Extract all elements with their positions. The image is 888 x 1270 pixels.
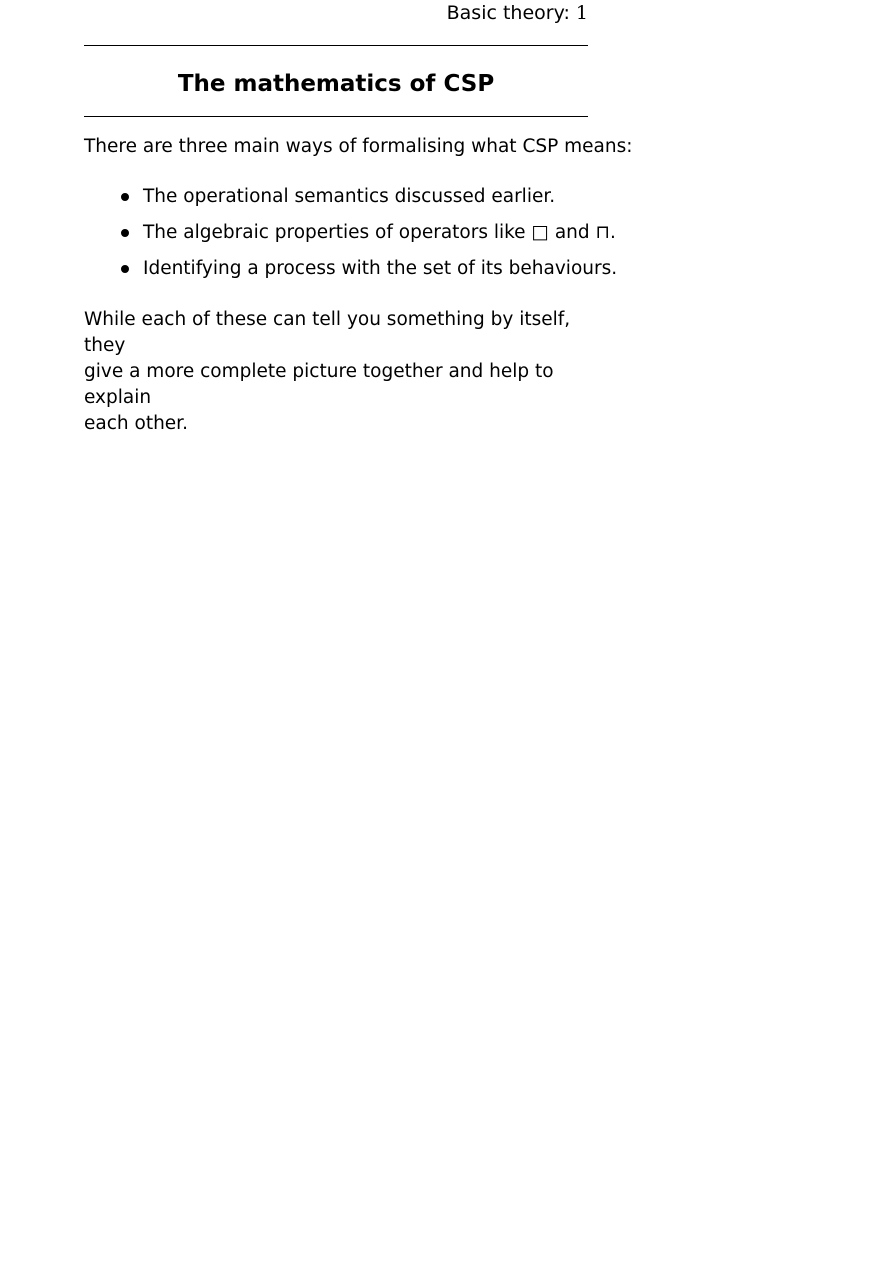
internal-choice-symbol: ⊓ (595, 222, 610, 243)
bullet-dot-icon (121, 229, 129, 237)
title-top-rule (84, 45, 588, 46)
closing-line: each other. (84, 413, 188, 434)
bullet-dot-icon (121, 193, 129, 201)
section-label: Basic theory: (446, 2, 570, 24)
page-header (84, 0, 588, 28)
bullet-item-operational (143, 184, 555, 210)
bullet-dot-icon (121, 265, 129, 273)
external-choice-symbol: □ (531, 222, 549, 243)
bullet-text-before: The algebraic properties of operators like (143, 222, 532, 243)
bullet-text-middle: and (548, 222, 596, 243)
closing-paragraph (84, 307, 584, 437)
bullet-item-algebraic (143, 220, 616, 246)
closing-line: give a more complete picture together and help to explain (84, 361, 554, 408)
closing-line: While each of these can tell you something by itself, they (84, 309, 571, 356)
bullet-text: The operational semantics discussed earlier. (143, 186, 556, 207)
page-number: 1 (575, 2, 588, 24)
bullet-item-behaviours (143, 256, 617, 282)
bullet-text-after: . (609, 222, 616, 243)
intro-paragraph: There are three main ways of formalising what CSP means: (84, 136, 633, 157)
title-bottom-rule (84, 116, 588, 117)
slide-title: The mathematics of CSP (177, 71, 495, 97)
bullet-text: Identifying a process with the set of its behaviours. (143, 258, 618, 279)
